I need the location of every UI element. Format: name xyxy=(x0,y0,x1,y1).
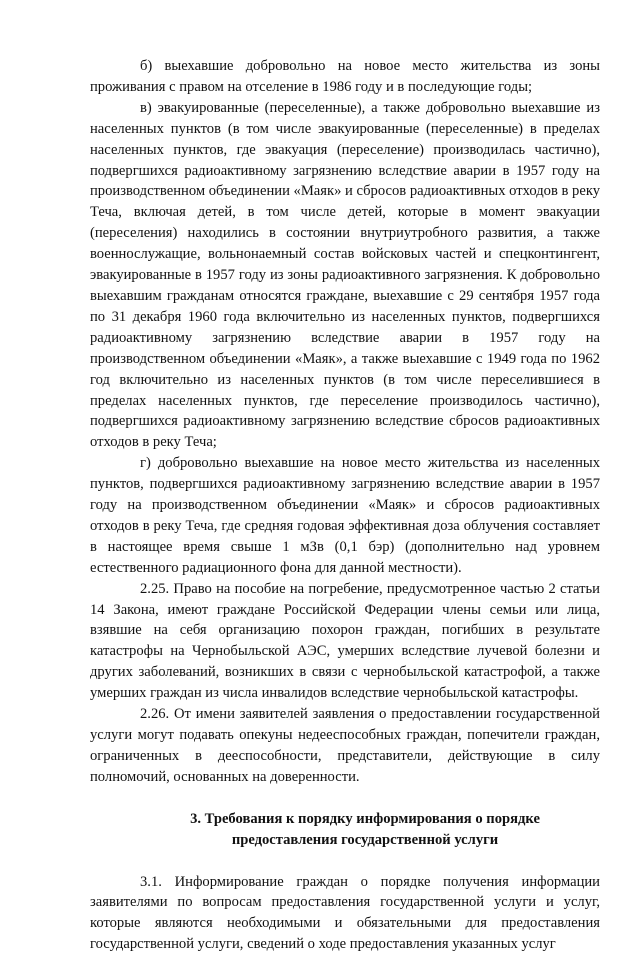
paragraph-2-25: 2.25. Право на пособие на погребение, предусмотренное частью 2 статьи 14 Закона, имеют граждане Российской Федерации члены семьи или лица, взявшие на себя организацию похорон граждан, погибших в результате катастрофы на Чернобыльской АЭС, умерших вследствие лучевой болезни и других заболеваний, возникших в связи с чернобыльской катастрофой, а также умерших граждан из числа инвалидов вследствие чернобыльской катастрофы. xyxy=(90,580,600,702)
document-page xyxy=(90,56,600,955)
paragraph-2-26: 2.26. От имени заявителей заявления о предоставлении государственной услуги могут подавать опекуны недееспособных граждан, попечители граждан, ограниченных в дееспособности, представители, действующие в силу полномочий, основанных на доверенности. xyxy=(90,706,600,785)
section-heading-line-2: предоставления государственной услуги xyxy=(231,831,499,848)
section-heading-line-1: 3. Требования к порядку информирования о порядке xyxy=(190,810,540,827)
paragraph-b: б) выехавшие добровольно на новое место жительства из зоны проживания с правом на отселение в 1986 году и в последующие годы; xyxy=(90,58,600,95)
paragraph-3-1: 3.1. Информирование граждан о порядке получения информации заявителями по вопросам предоставления государственной услуги и услуг, которые являются необходимыми и обязательными для предоставления государственной услуги, сведений о ходе предоставления указанных услуг xyxy=(90,873,600,953)
section-heading xyxy=(90,809,600,851)
paragraph-g: г) добровольно выехавшие на новое место жительства из населенных пунктов, подвергшихся радиоактивному загрязнению вследствие аварии в 1957 году на производственном объединении «Маяк» и сбросов радиоактивных отходов в реку Теча, где средняя годовая эффективная доза облучения составляет в настоящее время свыше 1 мЗв (0,1 бэр) (дополнительно над уровнем естественного радиационного фона для данной местности). xyxy=(90,455,600,576)
spacer xyxy=(90,851,600,872)
paragraph-v: в) эвакуированные (переселенные), а также добровольно выехавшие из населенных пунктов (в том числе эвакуированные (переселенные) в пределах населенных пунктов, где эвакуация (переселение) производилась частично), подвергшихся радиоактивному загрязнению вследствие аварии в 1957 году на производственном объединении «Маяк» и сбросов радиоактивных отходов в реку Теча, включая детей, в том числе детей, которые в момент эвакуации (переселения) находились в состоянии внутриутробного развития, а также военнослужащие, вольнонаемный состав войсковых частей и спецконтингент, эвакуированные в 1957 году из зоны радиоактивного загрязнения. К добровольно выехавшим гражданам относятся граждане, выехавшие с 29 сентября 1957 года по 31 декабря 1960 года включительно из населенных пунктов, подвергшихся радиоактивному загрязнению вследствие аварии в 1957 году на производственном объединении «Маяк», а также выехавшие с 1949 года по 1962 год включительно из населенных пунктов (в том числе переселившиеся в пределах населенных пунктов, где переселение производилось частично), подвергшихся радиоактивному загрязнению вследствие сбросов радиоактивных отходов в реку Теча; xyxy=(90,99,601,451)
